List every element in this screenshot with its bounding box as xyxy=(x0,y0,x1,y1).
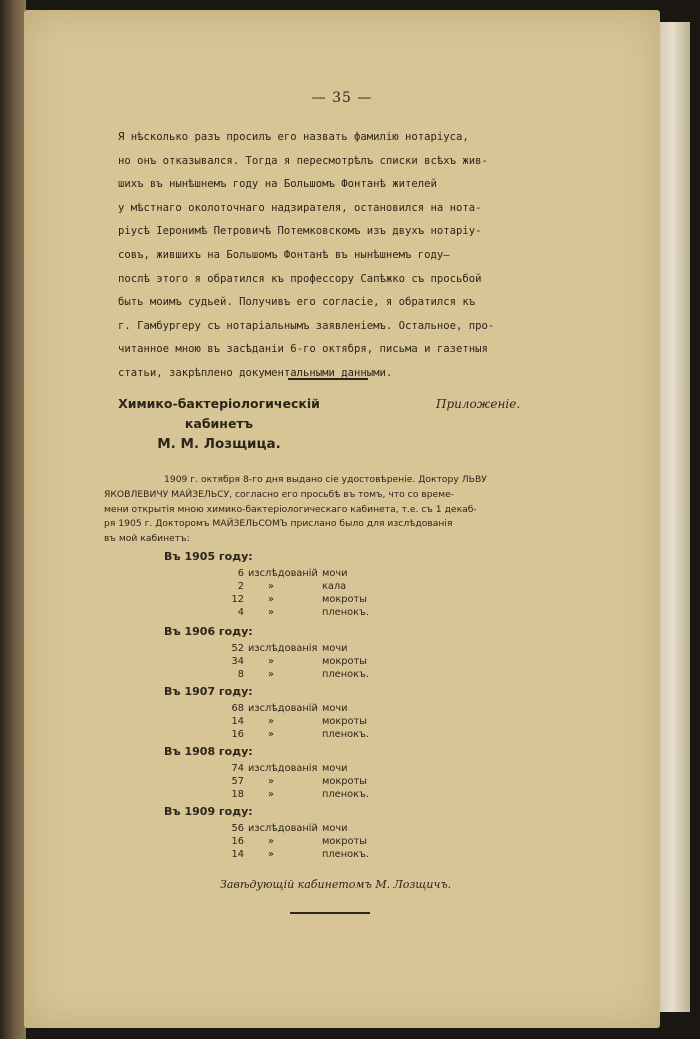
count: 52 xyxy=(231,643,244,654)
table-row xyxy=(164,581,464,594)
material: мокроты xyxy=(322,594,367,605)
certificate-line: ЯКОВЛЕВИЧУ МАЙЗЕЛЬСУ, согласно его просьбѣ въ томъ, что со време- xyxy=(104,488,455,500)
table-row xyxy=(164,849,464,862)
material: мочи xyxy=(322,703,348,714)
count: 2 xyxy=(237,581,244,592)
ditto-mark: » xyxy=(268,581,274,592)
table-row xyxy=(164,703,464,716)
count: 16 xyxy=(231,729,244,740)
material: мочи xyxy=(322,763,348,774)
material: мокроты xyxy=(322,656,367,667)
analysis-kind: изслѣдованія xyxy=(248,643,318,654)
material: пленокъ. xyxy=(322,607,370,618)
year-group xyxy=(164,805,464,862)
book-spine xyxy=(0,0,26,1039)
ditto-mark: » xyxy=(268,849,274,860)
cabinet-owner: М. М. Лозщица. xyxy=(157,436,281,452)
year-label: Въ 1907 году: xyxy=(164,685,253,698)
cabinet-line: Химико-бактеріологическій xyxy=(118,396,320,411)
paragraph-line: совъ, жившихъ на Большомъ Фонтанѣ въ нынѣшнемъ году— xyxy=(118,248,450,261)
count: 74 xyxy=(231,763,244,774)
table-row xyxy=(164,836,464,849)
table-row xyxy=(164,789,464,802)
paragraph-line: статьи, закрѣплено документальными данными. xyxy=(118,366,393,379)
table-row xyxy=(164,823,464,836)
book-page xyxy=(24,10,660,1028)
year-group xyxy=(164,685,464,742)
year-group xyxy=(164,625,464,682)
material: мокроты xyxy=(322,836,367,847)
ditto-mark: » xyxy=(268,836,274,847)
ditto-mark: » xyxy=(268,656,274,667)
year-label: Въ 1908 году: xyxy=(164,745,253,758)
paragraph-line: быть моимъ судьей. Получивъ его согласіе, я обратился къ xyxy=(118,296,476,309)
certificate-line: ря 1905 г. Докторомъ МАЙЗЕЛЬСОМЪ прислано было для изслѣдованія xyxy=(104,518,453,530)
count: 12 xyxy=(231,594,244,605)
certificate-line: 1909 г. октября 8-го дня выдано сіе удостовѣреніе. Доктору ЛЬВУ xyxy=(164,474,487,485)
count: 16 xyxy=(231,836,244,847)
count: 14 xyxy=(231,716,244,727)
certificate-line: въ мой кабинетъ: xyxy=(104,533,190,545)
table-row xyxy=(164,716,464,729)
appendix-label: Приложеніе. xyxy=(436,397,521,411)
ditto-mark: » xyxy=(268,607,274,618)
signature-line: Завѣдующій кабинетомъ М. Лозщичъ. xyxy=(220,878,452,891)
material: мочи xyxy=(322,568,348,579)
analysis-kind: изслѣдованій xyxy=(248,568,318,579)
table-row xyxy=(164,763,464,776)
ditto-mark: » xyxy=(268,789,274,800)
ditto-mark: » xyxy=(268,776,274,787)
table-row xyxy=(164,656,464,669)
table-row xyxy=(164,729,464,742)
count: 56 xyxy=(231,823,244,834)
paragraph-line: шихъ въ нынѣшнемъ году на Большомъ Фонтанѣ жителей xyxy=(118,178,437,191)
ditto-mark: » xyxy=(268,729,274,740)
material: пленокъ. xyxy=(322,849,370,860)
ditto-mark: » xyxy=(268,716,274,727)
year-label: Въ 1905 году: xyxy=(164,550,253,563)
closing-divider xyxy=(290,912,370,914)
analysis-kind: изслѣдованій xyxy=(248,823,318,834)
material: кала xyxy=(322,581,347,592)
ditto-mark: » xyxy=(268,669,274,680)
count: 6 xyxy=(237,568,244,579)
count: 34 xyxy=(231,656,244,667)
cabinet-heading xyxy=(104,394,334,454)
material: мокроты xyxy=(322,776,367,787)
page-number: — 35 — xyxy=(311,90,373,106)
cabinet-line: кабинетъ xyxy=(184,416,254,431)
year-label: Въ 1906 году: xyxy=(164,625,253,638)
table-row xyxy=(164,669,464,682)
analysis-kind: изслѣдованія xyxy=(248,763,318,774)
table-row xyxy=(164,607,464,620)
analysis-kind: изслѣдованій xyxy=(248,703,318,714)
material: пленокъ. xyxy=(322,669,370,680)
ditto-mark: » xyxy=(268,594,274,605)
certificate-text xyxy=(104,473,590,547)
paragraph-line: г. Гамбургеру съ нотаріальнымъ заявленіемъ. Остальное, про- xyxy=(118,319,495,332)
paragraph-line: у мѣстнаго околоточнаго надзирателя, остановился на нота- xyxy=(118,201,482,214)
table-row xyxy=(164,594,464,607)
material: мокроты xyxy=(322,716,367,727)
table-row xyxy=(164,776,464,789)
year-group xyxy=(164,745,464,802)
count: 4 xyxy=(237,607,244,618)
section-divider xyxy=(288,378,368,380)
paragraph-line: но онъ отказывался. Тогда я пересмотрѣлъ списки всѣхъ жив- xyxy=(118,154,488,167)
count: 18 xyxy=(231,789,244,800)
count: 57 xyxy=(231,776,244,787)
body-paragraph xyxy=(118,126,588,386)
count: 14 xyxy=(231,849,244,860)
paragraph-line: ріусѣ Іеронимѣ Петровичѣ Потемковскомъ изъ двухъ нотаріу- xyxy=(118,225,482,238)
year-group xyxy=(164,550,464,620)
year-label: Въ 1909 году: xyxy=(164,805,253,818)
paragraph-line: Я нѣсколько разъ просилъ его назвать фамилію нотаріуса, xyxy=(118,131,469,143)
paragraph-line: читанное мною въ засѣданіи 6-го октября, письма и газетныя xyxy=(118,343,488,356)
material: пленокъ. xyxy=(322,789,370,800)
material: мочи xyxy=(322,823,348,834)
certificate-line: мени открытія мною химико-бактеріологическаго кабинета, т.е. съ 1 декаб- xyxy=(104,503,477,515)
count: 8 xyxy=(237,669,244,680)
table-row xyxy=(164,643,464,656)
count: 68 xyxy=(231,703,244,714)
material: мочи xyxy=(322,643,348,654)
material: пленокъ. xyxy=(322,729,370,740)
table-row xyxy=(164,568,464,581)
paragraph-line: послѣ этого я обратился къ профессору Сапѣжко съ просьбой xyxy=(118,272,482,285)
